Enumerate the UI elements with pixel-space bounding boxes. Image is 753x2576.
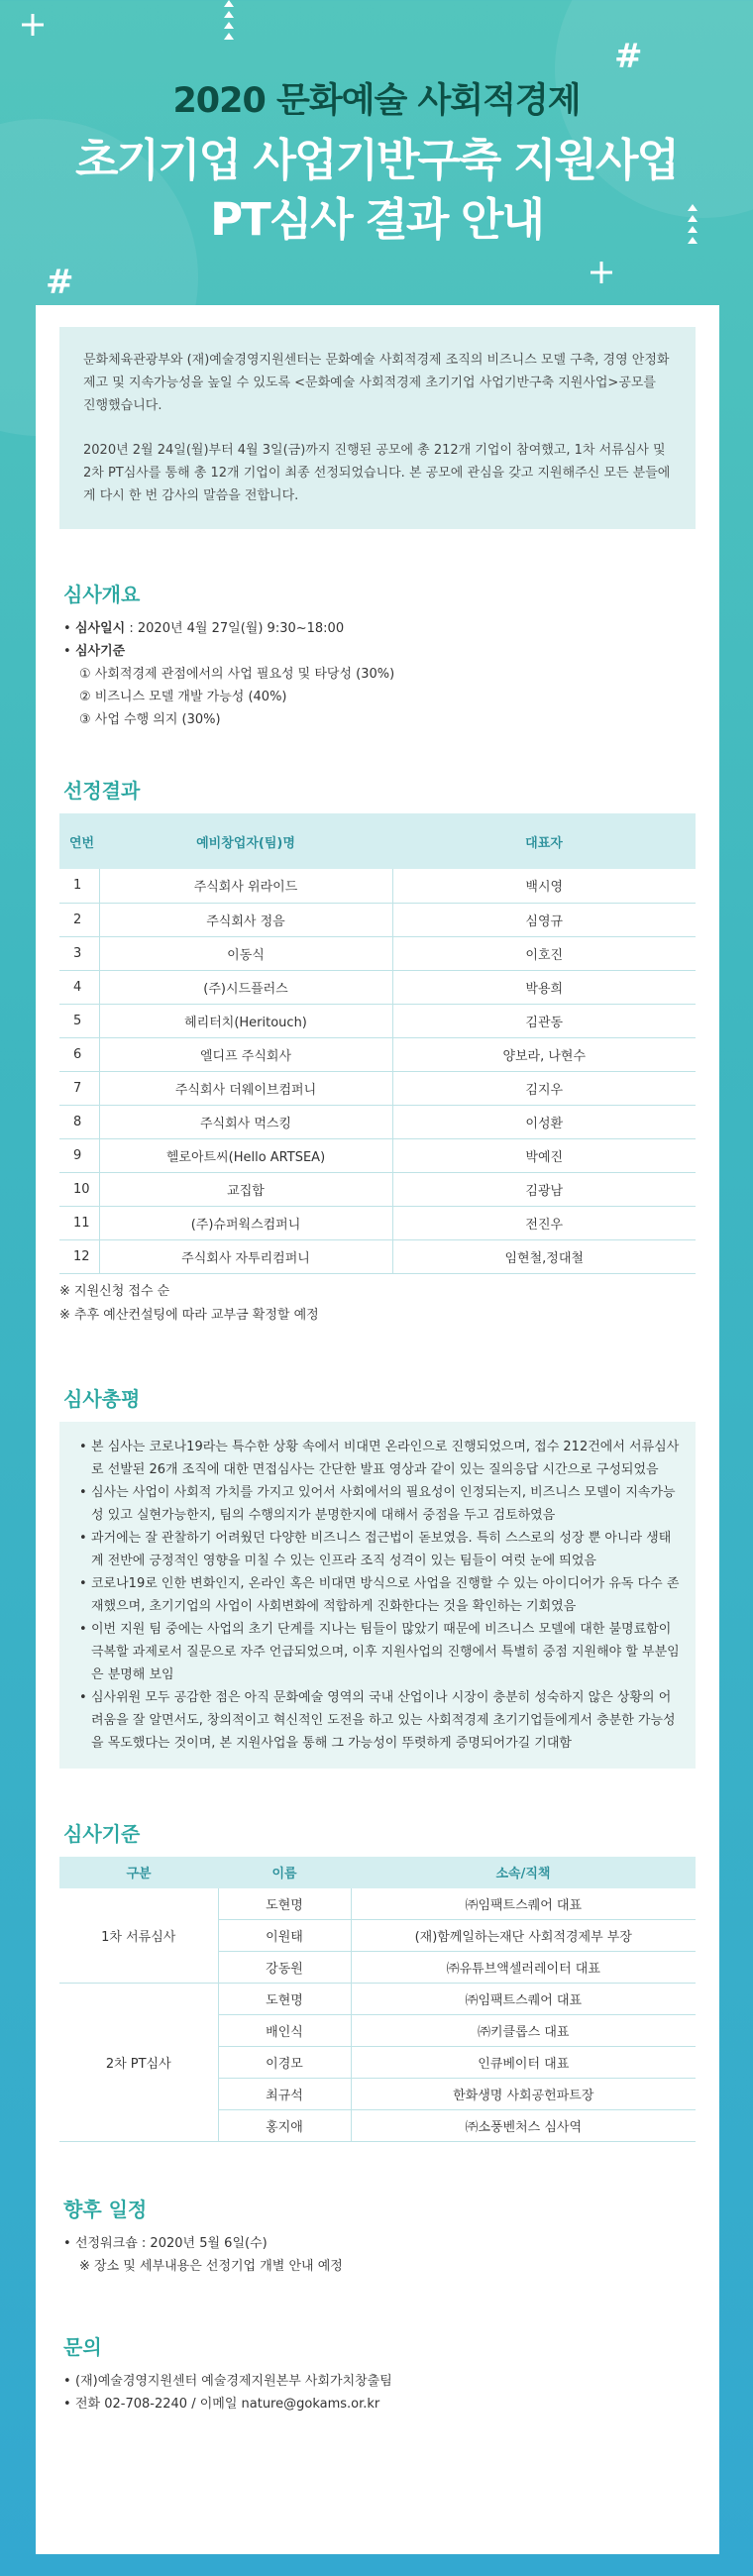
criteria-item: ① 사회적경제 관점에서의 사업 필요성 및 타당성 (30%) bbox=[79, 667, 395, 682]
criteria-item: ② 비즈니스 모델 개발 가능성 (40%) bbox=[79, 690, 287, 704]
team-name: 교집합 bbox=[99, 1172, 392, 1206]
intro-paragraph-2: 2020년 2월 24일(월)부터 4월 3일(금)까지 진행된 공모에 총 212개 기업이 참여했고, 1차 서류심사 및 2차 PT심사를 통해 총 12개 기업이 최종 선정되었습니다. 본 공모에 관심을 갖고 지원해주신 모든 분들에게 다시 한 번 감사의 말씀을 전합니다. bbox=[83, 443, 671, 503]
table-row bbox=[59, 1004, 696, 1037]
table-header: 대표자 bbox=[392, 813, 696, 869]
team-name: 엘디프 주식회사 bbox=[99, 1037, 392, 1071]
hero-line-1: 2020 문화예술 사회적경제 bbox=[172, 81, 581, 121]
representative: 심영규 bbox=[392, 903, 696, 936]
table-row bbox=[59, 903, 696, 936]
review-item: • 심사는 사업이 사회적 가치를 가지고 있어서 사회에서의 필요성이 인정되는지, 비즈니스 모델이 지속가능성 있고 실현가능한지, 팀의 수행의지가 분명한지에 대해서 중점을 두고 검토하였음 bbox=[75, 1481, 680, 1527]
results-note: ※ 지원신청 접수 순 bbox=[59, 1283, 170, 1299]
review-item: • 본 심사는 코로나19라는 특수한 상황 속에서 비대면 온라인으로 진행되었으며, 접수 212건에서 서류심사로 선발된 26개 조직에 대한 면접심사는 간단한 발표 영상과 같이 있는 질의응답 시간으로 구성되었음 bbox=[75, 1436, 680, 1481]
team-name: (주)시드플러스 bbox=[99, 970, 392, 1004]
team-name: (주)슈퍼웍스컴퍼니 bbox=[99, 1206, 392, 1239]
representative: 임현철,정대철 bbox=[392, 1239, 696, 1273]
representative: 이성환 bbox=[392, 1105, 696, 1138]
judge-affiliation: ㈜소풍벤처스 심사역 bbox=[351, 2110, 696, 2142]
team-name: 헬로아트씨(Hello ARTSEA) bbox=[99, 1138, 392, 1172]
team-name: 주식회사 더웨이브컴퍼니 bbox=[99, 1071, 392, 1105]
overview-criteria bbox=[59, 640, 696, 663]
judge-group: 1차 서류심사 bbox=[59, 1888, 218, 1984]
representative: 김지우 bbox=[392, 1071, 696, 1105]
overview-date-label: 심사일시 bbox=[75, 621, 126, 636]
overview-criteria-label: 심사기준 bbox=[75, 644, 126, 659]
review-item: • 이번 지원 팀 중에는 사업의 초기 단계를 지나는 팀들이 많았기 때문에 비즈니스 모델에 대한 불명료함이 극복할 과제로서 질문으로 자주 언급되었으며, 이후 지원사업의 진행에서 특별히 중점 지원해야 할 부분임은 분명해 보임 bbox=[75, 1618, 680, 1686]
plus-icon bbox=[591, 262, 612, 283]
team-name: 주식회사 먹스킹 bbox=[99, 1105, 392, 1138]
section-title-review: 심사총평 bbox=[63, 1386, 141, 1411]
judge-affiliation: ㈜임팩트스퀘어 대표 bbox=[351, 1984, 696, 2015]
judge-name: 도현명 bbox=[218, 1888, 351, 1920]
representative: 이호진 bbox=[392, 936, 696, 970]
judge-affiliation: 한화생명 사회공헌파트장 bbox=[351, 2079, 696, 2110]
judge-affiliation: 인큐베이터 대표 bbox=[351, 2047, 696, 2079]
representative: 김관동 bbox=[392, 1004, 696, 1037]
row-number: 12 bbox=[59, 1239, 99, 1273]
table-row bbox=[59, 1071, 696, 1105]
representative: 김광남 bbox=[392, 1172, 696, 1206]
section-title-contact: 문의 bbox=[63, 2335, 102, 2359]
table-row bbox=[59, 1206, 696, 1239]
table-row bbox=[59, 936, 696, 970]
table-header: 이름 bbox=[218, 1857, 351, 1888]
judge-name: 강동원 bbox=[218, 1952, 351, 1984]
table-header: 예비창업자(팀)명 bbox=[99, 813, 392, 869]
row-number: 5 bbox=[59, 1004, 99, 1037]
row-number: 8 bbox=[59, 1105, 99, 1138]
judge-name: 이경모 bbox=[218, 2047, 351, 2079]
content-card bbox=[36, 305, 719, 2554]
plus-icon bbox=[22, 14, 44, 36]
row-number: 11 bbox=[59, 1206, 99, 1239]
results-table bbox=[59, 813, 696, 1274]
representative: 백시영 bbox=[392, 869, 696, 903]
row-number: 9 bbox=[59, 1138, 99, 1172]
team-name: 헤리터치(Heritouch) bbox=[99, 1004, 392, 1037]
table-row bbox=[59, 1239, 696, 1273]
judge-affiliation: ㈜유튜브액셀러레이터 대표 bbox=[351, 1952, 696, 1984]
review-box bbox=[59, 1422, 696, 1769]
schedule-item: • 선정워크숍 : 2020년 5월 6일(수) bbox=[59, 2232, 696, 2255]
intro-paragraph-1: 문화체육관광부와 (재)예술경영지원센터는 문화예술 사회적경제 조직의 비즈니스 모델 구축, 경영 안정화 제고 및 지속가능성을 높일 수 있도록 <문화예술 사회적경제 초기기업 사업기반구축 지원사업>공모를 진행했습니다. bbox=[83, 353, 670, 413]
hero-title bbox=[0, 79, 753, 250]
judge-affiliation: ㈜키클롭스 대표 bbox=[351, 2015, 696, 2047]
row-number: 1 bbox=[59, 869, 99, 903]
row-number: 6 bbox=[59, 1037, 99, 1071]
schedule-note: ※ 장소 및 세부내용은 선정기업 개별 안내 예정 bbox=[79, 2259, 343, 2274]
triangle-stack-icon bbox=[224, 0, 234, 40]
judge-name: 배인식 bbox=[218, 2015, 351, 2047]
judge-affiliation: (재)함께일하는재단 사회적경제부 부장 bbox=[351, 1920, 696, 1952]
judge-name: 홍지애 bbox=[218, 2110, 351, 2142]
criteria-item: ③ 사업 수행 의지 (30%) bbox=[79, 712, 221, 727]
section-title-results: 선정결과 bbox=[63, 779, 141, 803]
table-row bbox=[59, 1888, 696, 1920]
table-row bbox=[59, 1172, 696, 1206]
overview-date bbox=[59, 617, 696, 640]
section-title-schedule: 향후 일정 bbox=[63, 2198, 148, 2221]
table-row bbox=[59, 869, 696, 903]
table-row bbox=[59, 970, 696, 1004]
intro-box bbox=[59, 327, 696, 529]
table-header-row bbox=[59, 1857, 696, 1888]
judge-name: 최규석 bbox=[218, 2079, 351, 2110]
table-row bbox=[59, 1984, 696, 2015]
hash-icon: # bbox=[614, 37, 643, 76]
team-name: 이동식 bbox=[99, 936, 392, 970]
overview-date-value: : 2020년 4월 27일(월) 9:30~18:00 bbox=[125, 621, 345, 636]
row-number: 4 bbox=[59, 970, 99, 1004]
team-name: 주식회사 자투리컴퍼니 bbox=[99, 1239, 392, 1273]
table-row bbox=[59, 1105, 696, 1138]
contact-item: • (재)예술경영지원센터 예술경제지원본부 사회가치창출팀 bbox=[59, 2370, 696, 2393]
row-number: 10 bbox=[59, 1172, 99, 1206]
judge-affiliation: ㈜임팩트스퀘어 대표 bbox=[351, 1888, 696, 1920]
judge-group: 2차 PT심사 bbox=[59, 1984, 218, 2142]
row-number: 2 bbox=[59, 903, 99, 936]
table-header-row bbox=[59, 813, 696, 869]
judge-name: 도현명 bbox=[218, 1984, 351, 2015]
representative: 양보라, 나현수 bbox=[392, 1037, 696, 1071]
representative: 박용희 bbox=[392, 970, 696, 1004]
section-title-overview: 심사개요 bbox=[63, 583, 141, 606]
representative: 박예진 bbox=[392, 1138, 696, 1172]
hero-line-3: PT심사 결과 안내 bbox=[210, 193, 543, 246]
table-header: 구분 bbox=[59, 1857, 218, 1888]
row-number: 7 bbox=[59, 1071, 99, 1105]
judge-name: 이원태 bbox=[218, 1920, 351, 1952]
review-item: • 코로나19로 인한 변화인지, 온라인 혹은 비대면 방식으로 사업을 진행할 수 있는 아이디어가 유독 다수 존재했으며, 초기기업의 사업이 사회변화에 적합하게 진화한다는 것을 확인하는 기회였음 bbox=[75, 1572, 680, 1618]
table-row bbox=[59, 1138, 696, 1172]
representative: 전진우 bbox=[392, 1206, 696, 1239]
review-item: • 과거에는 잘 관찰하기 어려웠던 다양한 비즈니스 접근법이 돋보였음. 특히 스스로의 성장 뿐 아니라 생태계 전반에 긍정적인 영향을 미칠 수 있는 인프라 조직 성격이 있는 팀들이 여럿 눈에 띄었음 bbox=[75, 1527, 680, 1572]
table-row bbox=[59, 1037, 696, 1071]
team-name: 주식회사 위라이드 bbox=[99, 869, 392, 903]
hash-icon: # bbox=[46, 263, 74, 302]
table-header: 연번 bbox=[59, 813, 99, 869]
judges-table bbox=[59, 1857, 696, 2143]
hero-line-2: 초기기업 사업기반구축 지원사업 bbox=[75, 134, 678, 186]
table-header: 소속/직책 bbox=[351, 1857, 696, 1888]
section-title-judges: 심사기준 bbox=[63, 1821, 141, 1846]
contact-item: • 전화 02-708-2240 / 이메일 nature@gokams.or.kr bbox=[59, 2393, 696, 2415]
results-note: ※ 추후 예산컨설팅에 따라 교부금 확정할 예정 bbox=[59, 1307, 319, 1323]
review-item: • 심사위원 모두 공감한 점은 아직 문화예술 영역의 국내 산업이나 시장이 충분히 성숙하지 않은 상황의 어려움을 잘 알면서도, 창의적이고 혁신적인 도전을 하고 있는 사회적경제 초기기업들에게서 충분한 가능성을 목도했다는 것이며, 본 지원사업을 통해 그 가능성이 뚜렷하게 증명되어가길 기대함 bbox=[75, 1686, 680, 1755]
team-name: 주식회사 정음 bbox=[99, 903, 392, 936]
row-number: 3 bbox=[59, 936, 99, 970]
